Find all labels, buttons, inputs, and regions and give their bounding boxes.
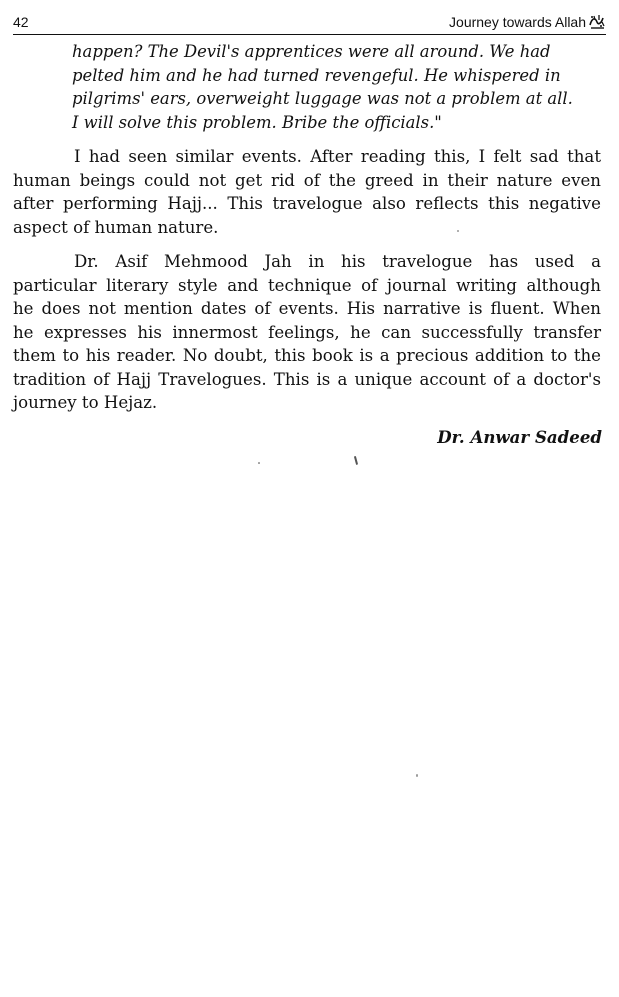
paragraph-line: journey to Hejaz.: [13, 393, 158, 412]
paragraph-line: particular literary style and technique of journal writing although: [13, 275, 601, 295]
quote-line: I will solve this problem. Bribe the officials.": [72, 112, 442, 132]
quote-line: pilgrims' ears, overweight luggage was not a problem at all.: [72, 89, 573, 108]
paragraph-line: after performing Hajj... This travelogue also reflects this negative: [13, 194, 601, 213]
paragraph-line: them to his reader. No doubt, this book is a precious addition to the: [13, 346, 601, 365]
author-signature: Dr. Anwar Sadeed: [437, 427, 602, 447]
salawat-calligraphy-icon: [588, 13, 606, 30]
scan-speck: [416, 774, 418, 777]
quoted-passage: [72, 40, 602, 134]
paragraph-line: he does not mention dates of events. His narrative is fluent. When: [13, 299, 601, 318]
paragraph-line: I had seen similar events. After reading this, I felt sad that: [74, 147, 601, 166]
scan-speck: [457, 230, 459, 232]
paragraph-line: human beings could not get rid of the greed in their nature even: [13, 170, 601, 190]
scan-speck: [354, 456, 358, 465]
paragraph-line: tradition of Hajj Travelogues. This is a unique account of a doctor's: [13, 369, 601, 389]
paragraph-line: he expresses his innermost feelings, he can successfully transfer: [13, 322, 601, 342]
body-paragraph: [13, 250, 601, 415]
page-header: [13, 12, 606, 35]
body-paragraph: [13, 145, 601, 239]
quote-line: pelted him and he had turned revengeful. He whispered in: [72, 65, 561, 85]
paragraph-line: Dr. Asif Mehmood Jah in his travelogue has used a: [74, 252, 601, 271]
page-number: 42: [13, 14, 29, 30]
quote-line: happen? The Devil's apprentices were all around. We had: [72, 42, 551, 61]
scan-speck: [258, 462, 260, 464]
paragraph-line: aspect of human nature.: [13, 217, 219, 237]
running-title: Journey towards Allah: [449, 14, 586, 30]
